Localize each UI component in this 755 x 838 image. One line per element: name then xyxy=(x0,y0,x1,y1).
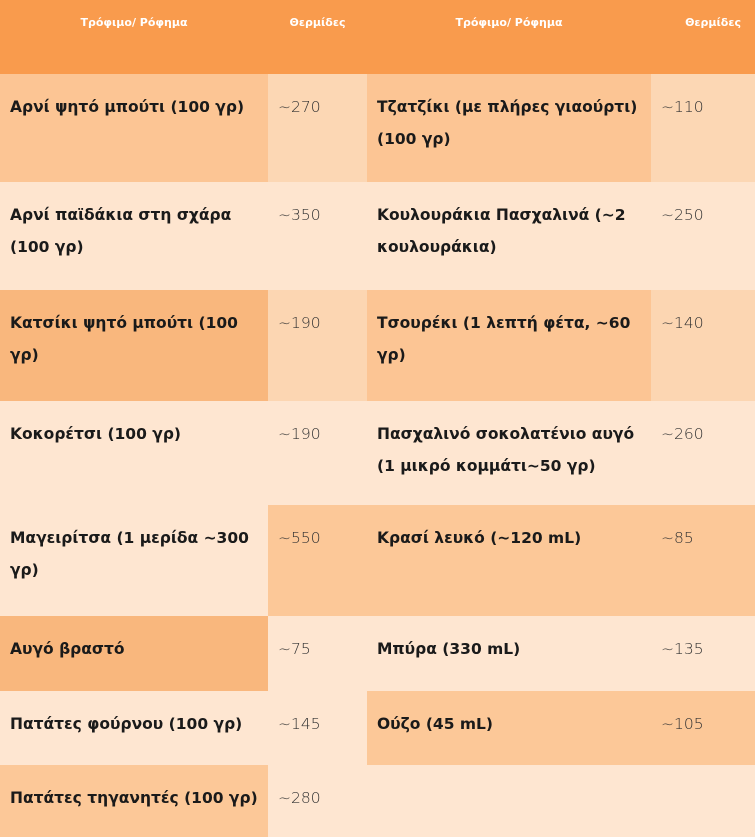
table-row xyxy=(0,74,755,182)
food-line: Πατάτες τηγανητές (100 γρ) xyxy=(10,789,258,807)
food-line: (100 γρ) xyxy=(377,130,451,148)
table-row xyxy=(0,182,755,290)
calories-cell: ~110 xyxy=(651,74,755,182)
food-cell xyxy=(0,616,268,691)
table-row xyxy=(0,616,755,691)
header-food-1: Τρόφιμο/ Ρόφημα xyxy=(0,0,268,74)
food-line: Κατσίκι ψητό μπούτι (100 xyxy=(10,314,238,332)
food-line: Πατάτες φούρνου (100 γρ) xyxy=(10,715,243,733)
calories-cell: ~350 xyxy=(268,182,367,290)
header-calories-2: Θερμίδες xyxy=(651,0,755,74)
food-line: Αρνί παϊδάκια στη σχάρα xyxy=(10,206,232,224)
food-cell xyxy=(367,401,651,505)
calories-cell: ~85 xyxy=(651,505,755,616)
header-food-2: Τρόφιμο/ Ρόφημα xyxy=(367,0,651,74)
food-cell xyxy=(367,505,651,616)
calories-cell: ~190 xyxy=(268,290,367,401)
food-line: Πασχαλινό σοκολατένιο αυγό xyxy=(377,425,635,443)
food-line: Μαγειρίτσα (1 μερίδα ~300 xyxy=(10,529,249,547)
food-cell xyxy=(367,691,651,765)
food-cell xyxy=(0,182,268,290)
table-body xyxy=(0,74,755,837)
food-cell xyxy=(367,616,651,691)
calories-cell: ~140 xyxy=(651,290,755,401)
food-line: Τζατζίκι (με πλήρες γιαούρτι) xyxy=(377,98,638,116)
food-cell xyxy=(0,74,268,182)
food-cell xyxy=(0,765,268,837)
calories-cell: ~190 xyxy=(268,401,367,505)
calories-cell: ~135 xyxy=(651,616,755,691)
food-cell xyxy=(0,691,268,765)
calories-cell: ~270 xyxy=(268,74,367,182)
calories-cell xyxy=(651,765,755,837)
table-header xyxy=(0,0,755,74)
food-line: Κρασί λευκό (~120 mL) xyxy=(377,529,582,547)
food-line: γρ) xyxy=(377,346,406,364)
food-line: Κουλουράκια Πασχαλινά (~2 xyxy=(377,206,626,224)
food-cell xyxy=(367,182,651,290)
food-line: Τσουρέκι (1 λεπτή φέτα, ~60 xyxy=(377,314,631,332)
calories-cell: ~105 xyxy=(651,691,755,765)
food-cell xyxy=(0,505,268,616)
food-line: (100 γρ) xyxy=(10,238,84,256)
food-cell xyxy=(367,74,651,182)
table-row xyxy=(0,691,755,765)
calories-cell: ~550 xyxy=(268,505,367,616)
calories-cell: ~280 xyxy=(268,765,367,837)
calories-cell: ~260 xyxy=(651,401,755,505)
food-line: (1 μικρό κομμάτι~50 γρ) xyxy=(377,457,596,475)
calories-cell: ~250 xyxy=(651,182,755,290)
table-row xyxy=(0,401,755,505)
calories-cell: ~75 xyxy=(268,616,367,691)
food-line: Αρνί ψητό μπούτι (100 γρ) xyxy=(10,98,245,116)
food-line: Μπύρα (330 mL) xyxy=(377,640,521,658)
food-line: γρ) xyxy=(10,346,39,364)
table-row xyxy=(0,505,755,616)
food-line: Κοκορέτσι (100 γρ) xyxy=(10,425,182,443)
food-cell xyxy=(367,765,651,837)
table-row xyxy=(0,765,755,837)
header-calories-1: Θερμίδες xyxy=(268,0,367,74)
food-cell xyxy=(367,290,651,401)
food-line: Ούζο (45 mL) xyxy=(377,715,494,733)
food-line: Αυγό βραστό xyxy=(10,640,125,658)
food-line: κουλουράκια) xyxy=(377,238,497,256)
food-cell xyxy=(0,401,268,505)
table-row xyxy=(0,290,755,401)
calories-cell: ~145 xyxy=(268,691,367,765)
header-row xyxy=(0,0,755,74)
food-line: γρ) xyxy=(10,561,39,579)
food-cell xyxy=(0,290,268,401)
